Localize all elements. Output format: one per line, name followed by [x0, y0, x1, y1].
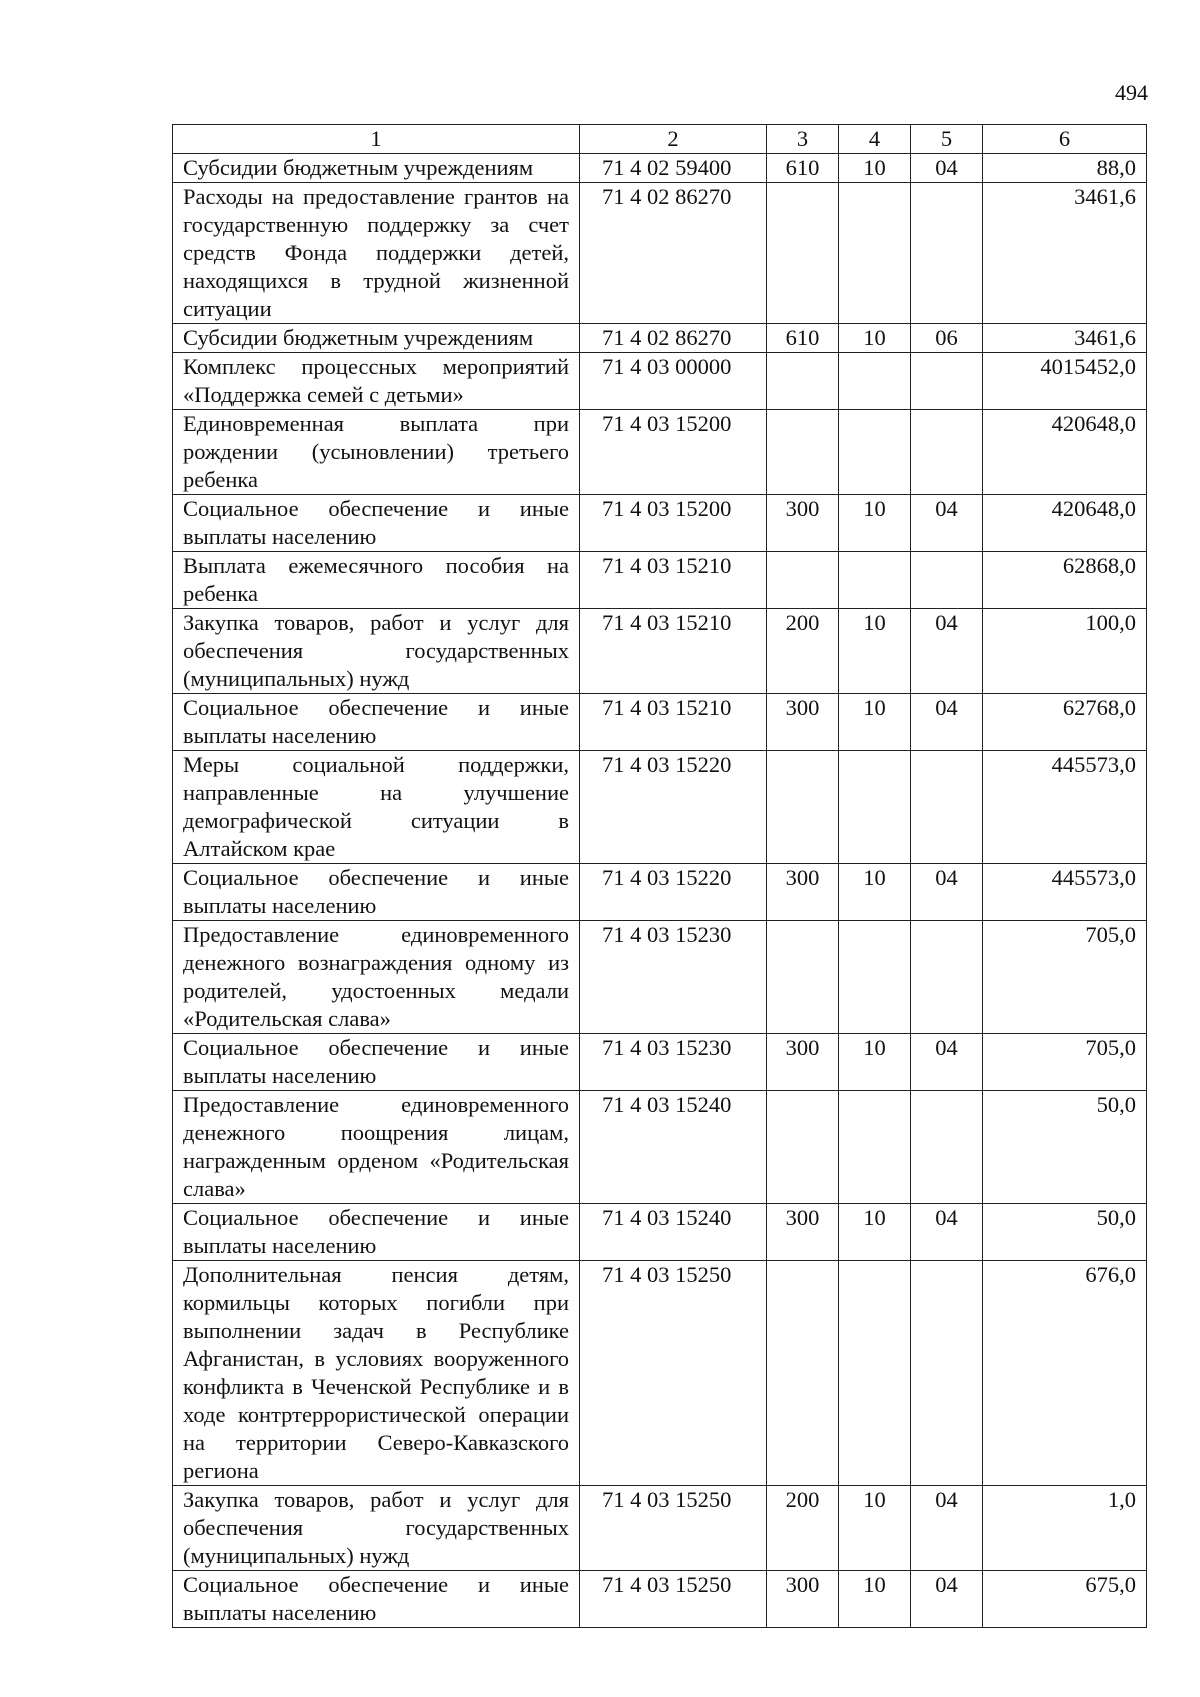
subsection-cell: 04 — [911, 694, 983, 751]
table-body — [173, 154, 1147, 1628]
expense-type-cell — [767, 183, 839, 324]
target-code-cell: 71 4 03 15200 — [580, 495, 767, 552]
subsection-cell: 04 — [911, 1204, 983, 1261]
table-row — [173, 1486, 1147, 1571]
amount-cell: 445573,0 — [983, 864, 1147, 921]
section-cell: 10 — [839, 694, 911, 751]
target-code-cell: 71 4 02 86270 — [580, 324, 767, 353]
expense-type-cell — [767, 552, 839, 609]
target-code-cell: 71 4 03 15210 — [580, 552, 767, 609]
expense-name-cell: Социальное обеспечение и иные выплаты населению — [173, 1034, 580, 1091]
section-cell: 10 — [839, 864, 911, 921]
subsection-cell: 04 — [911, 1034, 983, 1091]
expense-type-cell — [767, 1261, 839, 1486]
subsection-cell — [911, 921, 983, 1034]
section-cell — [839, 1261, 911, 1486]
section-cell: 10 — [839, 324, 911, 353]
expense-type-cell: 300 — [767, 1204, 839, 1261]
amount-cell: 88,0 — [983, 154, 1147, 183]
amount-cell: 62768,0 — [983, 694, 1147, 751]
expense-name-cell: Дополнительная пенсия детям, кормильцы которых погибли при выполнении задач в Республике Афганистан, в условиях вооруженного конфликта в Чеченской Республике и в ходе контртеррористической операции на территории Северо-Кавказского региона — [173, 1261, 580, 1486]
table-row — [173, 410, 1147, 495]
expense-name-cell: Расходы на предоставление грантов на государственную поддержку за счет средств Фонда поддержки детей, находящихся в трудной жизненной ситуации — [173, 183, 580, 324]
expense-name-cell: Субсидии бюджетным учреждениям — [173, 324, 580, 353]
expense-type-cell: 200 — [767, 609, 839, 694]
section-cell: 10 — [839, 495, 911, 552]
table-row — [173, 921, 1147, 1034]
table-row — [173, 324, 1147, 353]
table-row — [173, 864, 1147, 921]
subsection-cell — [911, 353, 983, 410]
target-code-cell: 71 4 03 15230 — [580, 921, 767, 1034]
expense-name-cell: Единовременная выплата при рождении (усыновлении) третьего ребенка — [173, 410, 580, 495]
amount-cell: 50,0 — [983, 1204, 1147, 1261]
amount-cell: 705,0 — [983, 921, 1147, 1034]
amount-cell: 3461,6 — [983, 183, 1147, 324]
target-code-cell: 71 4 03 15250 — [580, 1571, 767, 1628]
section-cell — [839, 1091, 911, 1204]
expense-type-cell: 610 — [767, 324, 839, 353]
subsection-cell — [911, 552, 983, 609]
expense-type-cell — [767, 1091, 839, 1204]
header-cell-5: 5 — [911, 125, 983, 154]
table-row — [173, 1261, 1147, 1486]
expense-name-cell: Социальное обеспечение и иные выплаты населению — [173, 694, 580, 751]
expense-type-cell — [767, 921, 839, 1034]
target-code-cell: 71 4 03 15220 — [580, 864, 767, 921]
table-header — [173, 125, 1147, 154]
table-row — [173, 552, 1147, 609]
subsection-cell — [911, 1091, 983, 1204]
table-row — [173, 1571, 1147, 1628]
subsection-cell: 04 — [911, 864, 983, 921]
expense-name-cell: Выплата ежемесячного пособия на ребенка — [173, 552, 580, 609]
section-cell: 10 — [839, 609, 911, 694]
amount-cell: 705,0 — [983, 1034, 1147, 1091]
target-code-cell: 71 4 03 15230 — [580, 1034, 767, 1091]
target-code-cell: 71 4 03 15210 — [580, 694, 767, 751]
subsection-cell — [911, 410, 983, 495]
section-cell — [839, 353, 911, 410]
table-row — [173, 495, 1147, 552]
amount-cell: 4015452,0 — [983, 353, 1147, 410]
section-cell: 10 — [839, 1034, 911, 1091]
section-cell — [839, 751, 911, 864]
expense-type-cell — [767, 410, 839, 495]
amount-cell: 100,0 — [983, 609, 1147, 694]
header-cell-1: 1 — [173, 125, 580, 154]
table-row — [173, 751, 1147, 864]
page-number: 494 — [1115, 80, 1148, 105]
target-code-cell: 71 4 03 00000 — [580, 353, 767, 410]
table-row — [173, 1091, 1147, 1204]
target-code-cell: 71 4 02 86270 — [580, 183, 767, 324]
target-code-cell: 71 4 03 15250 — [580, 1486, 767, 1571]
table-row — [173, 609, 1147, 694]
section-cell — [839, 921, 911, 1034]
target-code-cell: 71 4 03 15250 — [580, 1261, 767, 1486]
subsection-cell — [911, 1261, 983, 1486]
subsection-cell: 04 — [911, 1486, 983, 1571]
subsection-cell: 04 — [911, 1571, 983, 1628]
expense-type-cell: 300 — [767, 1034, 839, 1091]
table-row — [173, 1204, 1147, 1261]
table-row — [173, 694, 1147, 751]
expense-name-cell: Предоставление единовременного денежного вознаграждения одному из родителей, удостоенных медали «Родительская слава» — [173, 921, 580, 1034]
table-row — [173, 154, 1147, 183]
expense-type-cell: 610 — [767, 154, 839, 183]
target-code-cell: 71 4 03 15220 — [580, 751, 767, 864]
header-cell-6: 6 — [983, 125, 1147, 154]
amount-cell: 420648,0 — [983, 495, 1147, 552]
expense-name-cell: Субсидии бюджетным учреждениям — [173, 154, 580, 183]
target-code-cell: 71 4 03 15200 — [580, 410, 767, 495]
section-cell: 10 — [839, 154, 911, 183]
expense-name-cell: Комплекс процессных мероприятий «Поддержка семей с детьми» — [173, 353, 580, 410]
table-row — [173, 1034, 1147, 1091]
expense-name-cell: Социальное обеспечение и иные выплаты населению — [173, 1571, 580, 1628]
amount-cell: 50,0 — [983, 1091, 1147, 1204]
target-code-cell: 71 4 02 59400 — [580, 154, 767, 183]
subsection-cell: 04 — [911, 495, 983, 552]
subsection-cell: 06 — [911, 324, 983, 353]
expense-name-cell: Предоставление единовременного денежного поощрения лицам, награжденным орденом «Родительская слава» — [173, 1091, 580, 1204]
subsection-cell — [911, 183, 983, 324]
subsection-cell: 04 — [911, 154, 983, 183]
expense-name-cell: Закупка товаров, работ и услуг для обеспечения государственных (муниципальных) нужд — [173, 1486, 580, 1571]
section-cell: 10 — [839, 1571, 911, 1628]
section-cell — [839, 183, 911, 324]
expense-type-cell — [767, 353, 839, 410]
amount-cell: 420648,0 — [983, 410, 1147, 495]
expense-name-cell: Социальное обеспечение и иные выплаты населению — [173, 1204, 580, 1261]
target-code-cell: 71 4 03 15240 — [580, 1204, 767, 1261]
header-row — [173, 125, 1147, 154]
expense-type-cell: 300 — [767, 495, 839, 552]
section-cell — [839, 552, 911, 609]
expense-type-cell: 200 — [767, 1486, 839, 1571]
expense-type-cell: 300 — [767, 694, 839, 751]
budget-table — [172, 124, 1147, 1628]
header-cell-4: 4 — [839, 125, 911, 154]
amount-cell: 675,0 — [983, 1571, 1147, 1628]
expense-name-cell: Социальное обеспечение и иные выплаты населению — [173, 864, 580, 921]
expense-type-cell: 300 — [767, 1571, 839, 1628]
amount-cell: 62868,0 — [983, 552, 1147, 609]
table-row — [173, 183, 1147, 324]
expense-name-cell: Меры социальной поддержки, направленные на улучшение демографической ситуации в Алтайском крае — [173, 751, 580, 864]
expense-type-cell: 300 — [767, 864, 839, 921]
target-code-cell: 71 4 03 15240 — [580, 1091, 767, 1204]
section-cell: 10 — [839, 1204, 911, 1261]
amount-cell: 3461,6 — [983, 324, 1147, 353]
section-cell — [839, 410, 911, 495]
subsection-cell: 04 — [911, 609, 983, 694]
expense-name-cell: Закупка товаров, работ и услуг для обеспечения государственных (муниципальных) нужд — [173, 609, 580, 694]
amount-cell: 1,0 — [983, 1486, 1147, 1571]
section-cell: 10 — [839, 1486, 911, 1571]
expense-name-cell: Социальное обеспечение и иные выплаты населению — [173, 495, 580, 552]
header-cell-2: 2 — [580, 125, 767, 154]
expense-type-cell — [767, 751, 839, 864]
target-code-cell: 71 4 03 15210 — [580, 609, 767, 694]
header-cell-3: 3 — [767, 125, 839, 154]
table-row — [173, 353, 1147, 410]
subsection-cell — [911, 751, 983, 864]
amount-cell: 445573,0 — [983, 751, 1147, 864]
amount-cell: 676,0 — [983, 1261, 1147, 1486]
